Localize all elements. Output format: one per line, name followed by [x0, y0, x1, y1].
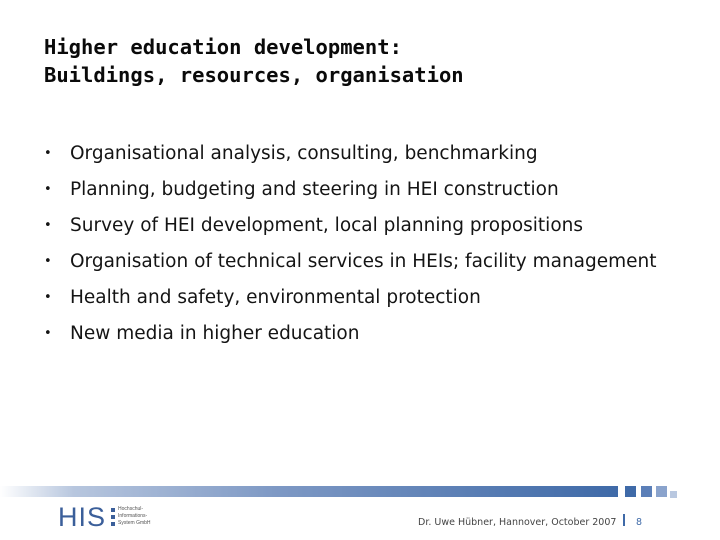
page-number: 8: [636, 517, 643, 528]
bullet-item-5: [44, 282, 684, 314]
logo-subtitle: [111, 506, 151, 527]
bullet-dot-icon: •: [44, 290, 52, 305]
bullet-text-6: New media in higher education: [70, 323, 360, 344]
bullet-item-6: [44, 318, 684, 350]
logo-line-2: Informations-: [118, 513, 148, 519]
footer-square-decoration: [641, 486, 652, 497]
footer: [0, 486, 720, 540]
logo-line-3: System GmbH: [118, 520, 151, 526]
bullet-item-1: [44, 138, 684, 170]
footer-separator: [623, 514, 625, 526]
bullet-dot-icon: •: [44, 326, 52, 341]
bullet-dot-icon: •: [44, 146, 52, 161]
footer-square-decoration: [670, 491, 677, 498]
bullet-text-1: Organisational analysis, consulting, benchmarking: [70, 143, 538, 164]
logo-square-icon: [111, 508, 115, 512]
bullet-item-4: [44, 246, 684, 278]
bullet-list: [44, 138, 684, 354]
bullet-dot-icon: •: [44, 218, 52, 233]
bullet-text-3: Survey of HEI development, local planning propositions: [70, 215, 584, 236]
footer-square-decoration: [656, 486, 667, 497]
footer-gradient-bar: [0, 486, 618, 497]
slide-title-line-2: Buildings, resources, organisation: [44, 63, 464, 87]
slide-title: [44, 33, 464, 89]
bullet-dot-icon: •: [44, 254, 52, 269]
his-logo: [58, 504, 151, 531]
footer-square-decoration: [625, 486, 636, 497]
bullet-text-2: Planning, budgeting and steering in HEI construction: [70, 179, 559, 200]
bullet-text-5: Health and safety, environmental protection: [70, 287, 481, 308]
logo-square-icon: [111, 522, 115, 526]
logo-square-icon: [111, 515, 115, 519]
bullet-dot-icon: •: [44, 182, 52, 197]
logo-line-1: Hochschul-: [118, 506, 144, 512]
bullet-text-4: Organisation of technical services in HEIs; facility management: [70, 251, 657, 272]
footer-credit: Dr. Uwe Hübner, Hannover, October 2007: [418, 517, 617, 528]
logo-wordmark: HIS: [58, 502, 107, 532]
bullet-item-2: [44, 174, 684, 206]
slide-title-line-1: Higher education development:: [44, 35, 402, 59]
bullet-item-3: [44, 210, 684, 242]
